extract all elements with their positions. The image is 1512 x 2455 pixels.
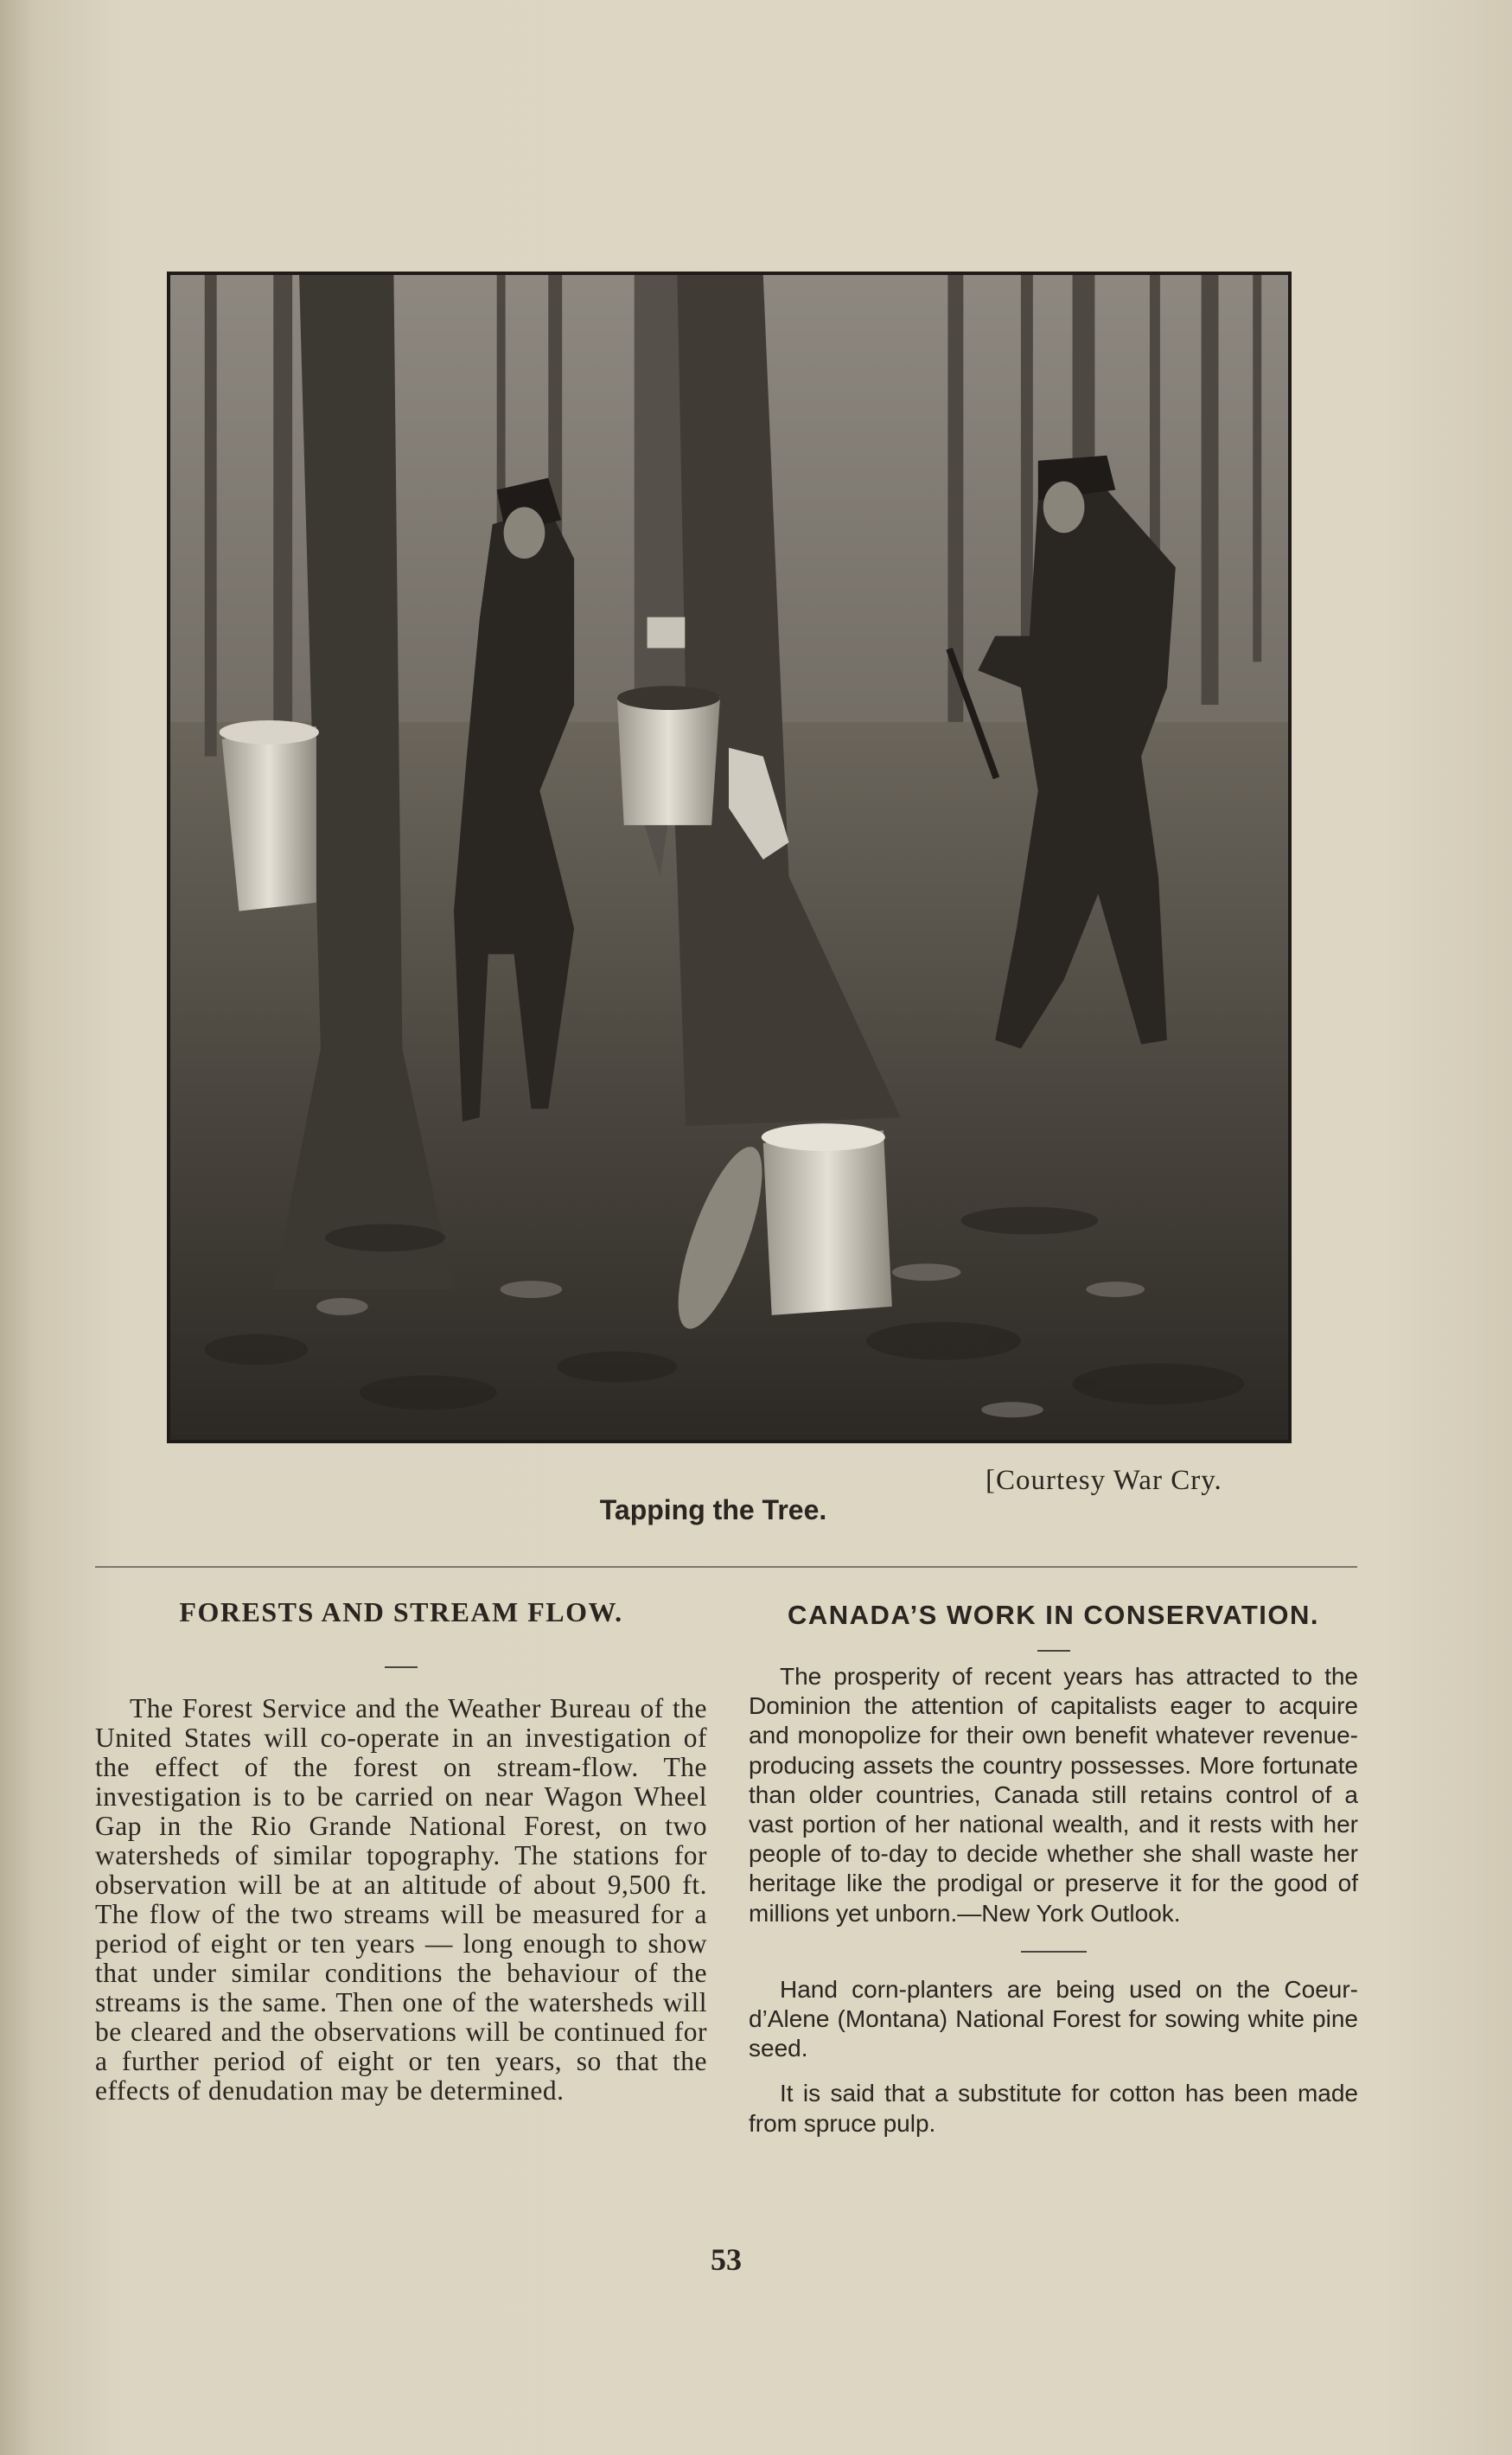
- title-separator: [1037, 1650, 1070, 1652]
- paragraph-gap: [749, 2063, 1358, 2079]
- left-article-title: FORESTS AND STREAM FLOW.: [179, 1596, 623, 1627]
- page-number: 53: [711, 2242, 742, 2277]
- tapping-tree-photo: [167, 272, 1292, 1443]
- left-article: [95, 1596, 707, 2106]
- left-article-body: The Forest Service and the Weather Bureau of the United States will co-operate in an investigation of the effect of the forest on stream-flow. The investigation is to be carried on near Wagon Wheel Gap in the Rio Grande National Forest, on two watersheds of similar topography. The stations for observation will be at an altitude of about 9,500 ft. The flow of the two streams will be measured for a period of eight or ten years — long enough to show that under similar conditions the behaviour of the streams is the same. Then one of the watersheds will be cleared and the observations will be continued for a further period of eight or ten years, so that the effects of denudation may be determined.: [95, 1693, 707, 2106]
- title-separator: [385, 1666, 418, 1668]
- right-article-note-1: Hand corn-planters are being used on the Coeur-d’Alene (Montana) National Forest for sowing white pine seed.: [749, 1975, 1358, 2062]
- section-divider: [95, 1566, 1357, 1568]
- note-separator: [1021, 1951, 1087, 1953]
- photo-illustration: [170, 275, 1288, 1440]
- right-article-title: CANADA’S WORK IN CONSERVATION.: [787, 1600, 1320, 1630]
- right-article-note-2: It is said that a substitute for cotton has been made from spruce pulp.: [749, 2080, 1358, 2137]
- photo-caption: Tapping the Tree.: [599, 1494, 827, 1525]
- photo-credit: [Courtesy War Cry.: [986, 1465, 1222, 1496]
- right-article: [749, 1600, 1358, 2139]
- right-article-body: The prosperity of recent years has attracted to the Dominion the attention of capitalists eager to acquire and monopolize for their own benefit whatever revenue-producing assets the country possesses. More fortunate than older countries, Canada still retains control of a vast portion of her national wealth, and it rests with her people of to-day to decide whether she shall waste her heritage like the prodigal or preserve it for the good of millions yet unborn.—New York Outlook.: [749, 1663, 1358, 1927]
